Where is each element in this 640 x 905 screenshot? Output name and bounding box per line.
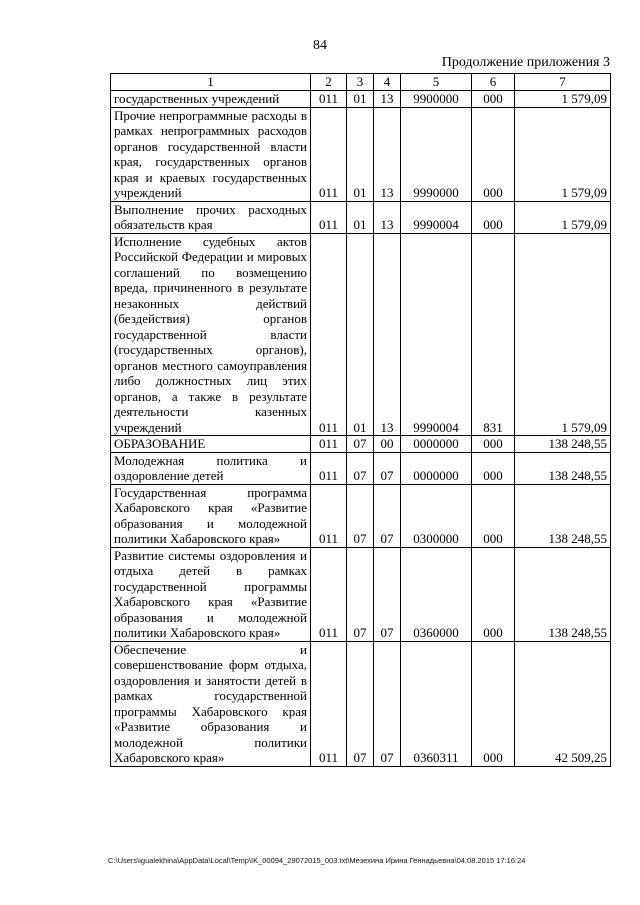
file-path-footer: C:\Users\igualekhina\AppData\Local\Temp\IK_00094_29072015_003.txt\Мезехина Ирина Геннадьевна\04.08.2015 17:16:24 <box>108 856 526 865</box>
admin-code: 011 <box>311 107 347 201</box>
target-code: 0360311 <box>401 641 472 766</box>
row-name: государственных учреждений <box>111 91 311 108</box>
target-code: 0000000 <box>401 452 472 484</box>
subsection-code: 13 <box>374 107 401 201</box>
section-code: 01 <box>347 201 374 233</box>
amount: 138 248,55 <box>515 547 611 641</box>
expense-type-code: 000 <box>472 452 515 484</box>
amount: 1 579,09 <box>515 91 611 108</box>
section-code: 01 <box>347 107 374 201</box>
table-row <box>111 91 611 108</box>
row-name: ОБРАЗОВАНИЕ <box>111 436 311 453</box>
expense-type-code: 000 <box>472 91 515 108</box>
target-code: 9990004 <box>401 233 472 436</box>
row-name: Прочие непрограммные расходы в рамках непрограммных расходов органов государственной власти края, государственных органов края и краевых государственных учреждений <box>111 107 311 201</box>
target-code: 0300000 <box>401 484 472 547</box>
column-header: 7 <box>515 74 611 91</box>
amount: 1 579,09 <box>515 201 611 233</box>
section-code: 07 <box>347 436 374 453</box>
table-row <box>111 201 611 233</box>
expense-type-code: 000 <box>472 641 515 766</box>
amount: 1 579,09 <box>515 107 611 201</box>
expense-type-code: 000 <box>472 484 515 547</box>
target-code: 0000000 <box>401 436 472 453</box>
section-code: 01 <box>347 91 374 108</box>
section-code: 07 <box>347 452 374 484</box>
row-name: Исполнение судебных актов Российской Федерации и мировых соглашений по возмещению вреда, причиненного в результате незаконных действий (бездействия) органов государственной власти (государственных органов), органов местного самоуправления либо должностных лиц этих органов, а также в результате деятельности казенных учреждений <box>111 233 311 436</box>
expense-type-code: 000 <box>472 107 515 201</box>
row-name: Выполнение прочих расходных обязательств края <box>111 201 311 233</box>
target-code: 9990000 <box>401 107 472 201</box>
table-row <box>111 233 611 436</box>
expense-type-code: 000 <box>472 201 515 233</box>
subsection-code: 07 <box>374 547 401 641</box>
section-code: 07 <box>347 547 374 641</box>
row-name: Развитие системы оздоровления и отдыха детей в рамках государственной программы Хабаровского края «Развитие образования и молодежной политики Хабаровского края» <box>111 547 311 641</box>
admin-code: 011 <box>311 484 347 547</box>
column-header: 6 <box>472 74 515 91</box>
amount: 138 248,55 <box>515 436 611 453</box>
admin-code: 011 <box>311 641 347 766</box>
admin-code: 011 <box>311 547 347 641</box>
subsection-code: 13 <box>374 91 401 108</box>
subsection-code: 07 <box>374 484 401 547</box>
header-row <box>111 74 611 91</box>
continuation-label: Продолжение приложения 3 <box>441 55 610 70</box>
amount: 138 248,55 <box>515 484 611 547</box>
column-header: 5 <box>401 74 472 91</box>
expense-type-code: 000 <box>472 436 515 453</box>
target-code: 9900000 <box>401 91 472 108</box>
amount: 42 509,25 <box>515 641 611 766</box>
column-header: 4 <box>374 74 401 91</box>
budget-table <box>110 73 611 767</box>
target-code: 9990004 <box>401 201 472 233</box>
admin-code: 011 <box>311 91 347 108</box>
amount: 1 579,09 <box>515 233 611 436</box>
row-name: Государственная программа Хабаровского края «Развитие образования и молодежной политики Хабаровского края» <box>111 484 311 547</box>
amount: 138 248,55 <box>515 452 611 484</box>
admin-code: 011 <box>311 201 347 233</box>
table-row <box>111 452 611 484</box>
subsection-code: 07 <box>374 452 401 484</box>
row-name: Молодежная политика и оздоровление детей <box>111 452 311 484</box>
table-row <box>111 484 611 547</box>
column-header: 2 <box>311 74 347 91</box>
column-header: 3 <box>347 74 374 91</box>
admin-code: 011 <box>311 233 347 436</box>
admin-code: 011 <box>311 436 347 453</box>
subsection-code: 07 <box>374 641 401 766</box>
page-number: 84 <box>313 38 327 53</box>
subsection-code: 00 <box>374 436 401 453</box>
subsection-code: 13 <box>374 201 401 233</box>
column-header: 1 <box>111 74 311 91</box>
row-name: Обеспечение и совершенствование форм отдыха, оздоровления и занятости детей в рамках государственной программы Хабаровского края «Развитие образования и молодежной политики Хабаровского края» <box>111 641 311 766</box>
section-code: 07 <box>347 641 374 766</box>
expense-type-code: 000 <box>472 547 515 641</box>
table-row <box>111 436 611 453</box>
subsection-code: 13 <box>374 233 401 436</box>
section-code: 07 <box>347 484 374 547</box>
admin-code: 011 <box>311 452 347 484</box>
target-code: 0360000 <box>401 547 472 641</box>
expense-type-code: 831 <box>472 233 515 436</box>
table-row <box>111 107 611 201</box>
section-code: 01 <box>347 233 374 436</box>
table-row <box>111 547 611 641</box>
table-row <box>111 641 611 766</box>
